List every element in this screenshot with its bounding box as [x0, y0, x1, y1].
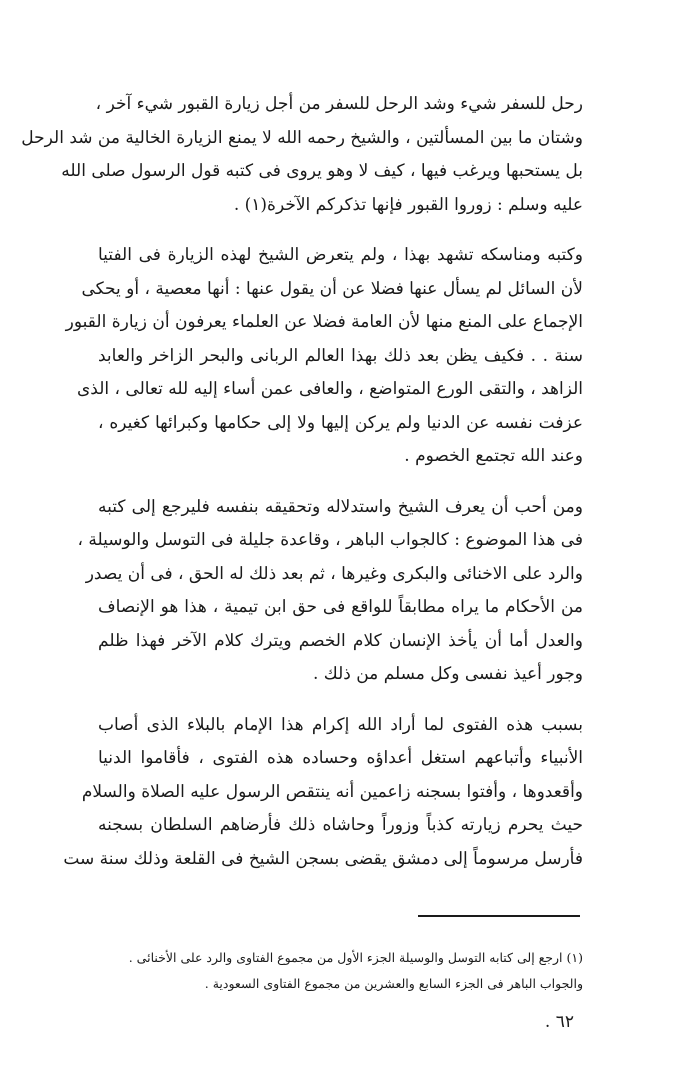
- text-line: لأن السائل لم يسأل عنها فضلا عن أن يقول عنها : أنها معصية ، أو يحكى: [81, 278, 583, 299]
- text-line: سنة . . فكيف يظن بعد ذلك بهذا العالم الربانى والبحر الزاخر والعابد: [98, 345, 583, 366]
- text-line: بسبب هذه الفتوى لما أراد الله إكرام هذا الإمام بالبلاء الذى أصاب: [98, 714, 583, 735]
- text-line: عزفت نفسه عن الدنيا ولم يركن إليها ولا إلى حكامها وكبرائها كغيره ،: [98, 412, 583, 433]
- text-line: من الأحكام ما يراه مطابقاً للواقع فى حق ابن تيمية ، هذا هو الإنصاف: [98, 597, 583, 617]
- footnote: (١) ارجع إلى كتابه التوسل والوسيلة الجزء الأول من مجموع الفتاوى والرد على الأخنائى .: [128, 950, 583, 965]
- text-line: ومن أحب أن يعرف الشيخ واستدلاله وتحقيقه بنفسه فليرجع إلى كتبه: [98, 496, 583, 517]
- paragraph-1: [21, 88, 583, 222]
- text-line: وشتان ما بين المسألتين ، والشيخ رحمه الله لا يمنع الزيارة الخالية من شد الرحل: [21, 127, 583, 148]
- footnote: والجواب الباهر فى الجزء السابع والعشرين من مجموع الفتاوى السعودية .: [204, 976, 583, 991]
- footnotes: [98, 945, 583, 997]
- text-line: والعدل أما أن يأخذ الإنسان كلام الخصم ويترك كلام الآخر فهذا ظلم: [98, 630, 583, 651]
- page-number: ٦٢ .: [544, 1012, 574, 1032]
- text-line: عليه وسلم : زوروا القبور فإنها تذكركم الآخرة(١) .: [233, 194, 583, 215]
- text-line: وكتبه ومناسكه تشهد بهذا ، ولم يتعرض الشيخ لهذه الزيارة فى الفتيا: [98, 245, 583, 265]
- text-line: الأنبياء وأتباعهم استغل أعداؤه وحساده هذه الفتوى ، فأقاموا الدنيا: [98, 748, 583, 768]
- text-line: وجور أعيذ نفسى وكل مسلم من ذلك .: [312, 664, 583, 684]
- text-line: رحل للسفر شيء وشد الرحل للسفر من أجل زيارة القبور شيء آخر ،: [95, 94, 583, 114]
- text-line: وعند الله تجتمع الخصوم .: [404, 446, 583, 466]
- body-text: [21, 88, 583, 876]
- text-line: والرد على الاخنائى والبكرى وغيرها ، ثم بعد ذلك له الحق ، فى أن يصدر: [85, 563, 583, 584]
- text-line: فى هذا الموضوع : كالجواب الباهر ، وقاعدة جليلة فى التوسل والوسيلة ،: [77, 530, 583, 550]
- text-line: بل يستحبها ويرغب فيها ، كيف لا وهو يروى فى كتبه قول الرسول صلى الله: [61, 161, 583, 181]
- text-line: حيث يحرم زيارته كذباً وزوراً وحاشاه ذلك فأرضاهم السلطان بسجنه: [98, 815, 583, 835]
- text-line: فأرسل مرسوماً إلى دمشق يقضى بسجن الشيخ فى القلعة وذلك سنة ست: [63, 848, 583, 869]
- text-line: الزاهد ، والتقى الورع المتواضع ، والعافى عمن أساء إليه لله تعالى ، الذى: [76, 379, 583, 399]
- text-line: وأقعدوها ، وأفتوا بسجنه زاعمين أنه ينتقص الرسول عليه الصلاة والسلام: [81, 781, 583, 802]
- paragraph-2: [65, 239, 583, 474]
- footnote-divider: [418, 915, 580, 917]
- text-line: الإجماع على المنع منها لأن العامة فضلا عن العلماء يعرفون أن زيارة القبور: [65, 312, 583, 332]
- paragraph-4: [63, 709, 583, 877]
- paragraph-3: [77, 491, 583, 692]
